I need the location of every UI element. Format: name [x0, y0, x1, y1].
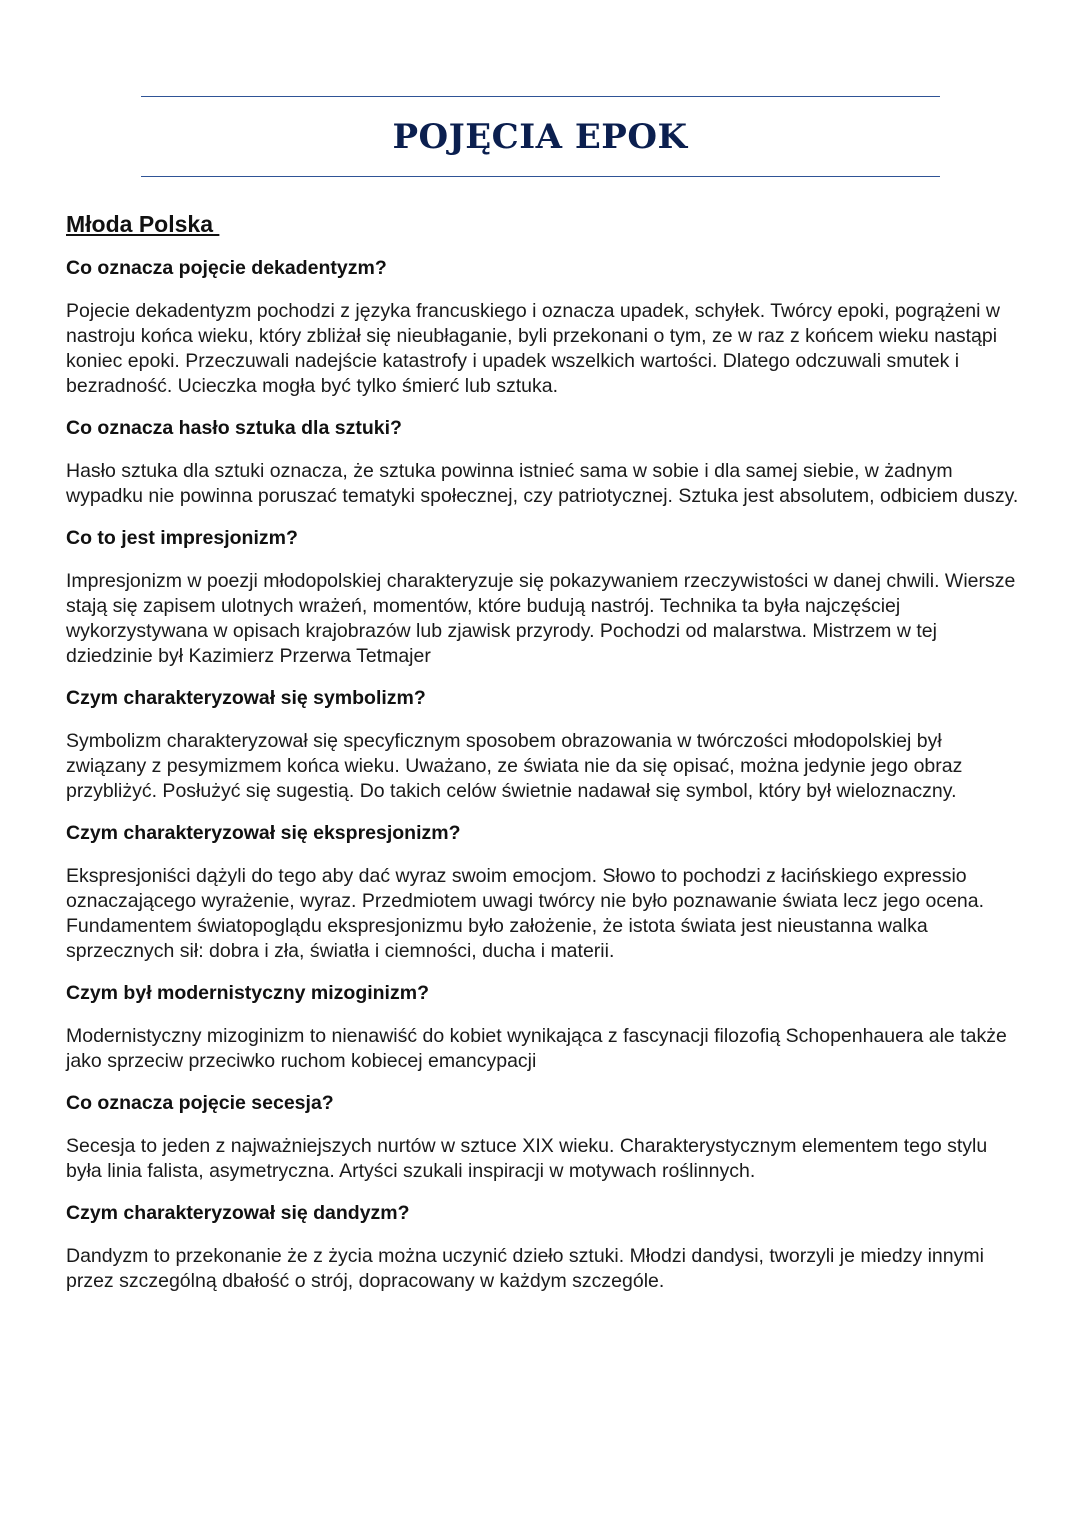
title-rule-bottom: [141, 176, 940, 177]
qa-item: [66, 686, 1026, 804]
answer-paragraph: Hasło sztuka dla sztuki oznacza, że sztuka powinna istnieć sama w sobie i dla samej siebie, w żadnym wypadku nie powinna poruszać tematyki społecznej, czy patriotycznej. Sztuka jest absolutem, odbiciem duszy.: [66, 460, 1019, 507]
document-title: POJĘCIA EPOK: [392, 117, 688, 157]
answer-paragraph: Dandyzm to przekonanie że z życia można uczynić dzieło sztuki. Młodzi dandysi, tworzyli je miedzy innymi przez szczególną dbałość o strój, dopracowany w każdym szczególe.: [66, 1245, 984, 1292]
qa-item: [66, 416, 1026, 509]
answer-paragraph: Secesja to jeden z najważniejszych nurtów w sztuce XIX wieku. Charakterystycznym elementem tego stylu była linia falista, asymetryczna. Artyści szukali inspiracji w motywach roślinnych.: [66, 1135, 988, 1182]
question-heading: Czym charakteryzował się dandyzm?: [66, 1202, 410, 1224]
question-heading: Co oznacza hasło sztuka dla sztuki?: [66, 417, 402, 439]
title-rule-top: [141, 96, 940, 97]
question-heading: Czym był modernistyczny mizoginizm?: [66, 982, 429, 1004]
answer-paragraph: Pojecie dekadentyzm pochodzi z języka francuskiego i oznacza upadek, schyłek. Twórcy epoki, pogrążeni w nastroju końca wieku, który zbliżał się nieubłaganie, byli przekonani o tym, ze w raz z końcem wieku nastąpi koniec epoki. Przeczuwali nadejście katastrofy i upadek wszelkich wartości. Dlatego odczuwali smutek i bezradność. Ucieczka mogła być tylko śmierć lub sztuka.: [66, 300, 1000, 397]
answer-paragraph: Modernistyczny mizoginizm to nienawiść do kobiet wynikająca z fascynacji filozofią Schopenhauera ale także jako sprzeciw przeciwko ruchom kobiecej emancypacji: [66, 1025, 1007, 1072]
question-heading: Co oznacza pojęcie dekadentyzm?: [66, 257, 387, 279]
answer-paragraph: Impresjonizm w poezji młodopolskiej charakteryzuje się pokazywaniem rzeczywistości w danej chwili. Wiersze stają się zapisem ulotnych wrażeń, momentów, które budują nastrój. Technika ta była najczęściej wykorzystywana w opisach krajobrazów lub zjawisk przyrody. Pochodzi od malarstwa. Mistrzem w tej dziedzinie był Kazimierz Przerwa Tetmajer: [66, 570, 1016, 667]
question-heading: Czym charakteryzował się symbolizm?: [66, 687, 426, 709]
qa-item: [66, 1091, 1026, 1184]
qa-item: [66, 1201, 1026, 1294]
qa-item: [66, 821, 1026, 964]
question-heading: Co to jest impresjonizm?: [66, 527, 298, 549]
qa-item: [66, 256, 1026, 399]
question-heading: Co oznacza pojęcie secesja?: [66, 1092, 334, 1114]
qa-item: [66, 981, 1026, 1074]
qa-item: [66, 526, 1026, 669]
document-body: [66, 209, 1026, 1311]
question-heading: Czym charakteryzował się ekspresjonizm?: [66, 822, 461, 844]
section-title: Młoda Polska: [66, 211, 220, 237]
answer-paragraph: Ekspresjoniści dążyli do tego aby dać wyraz swoim emocjom. Słowo to pochodzi z łacińskiego expressio oznaczającego wyrażenie, wyraz. Przedmiotem uwagi twórcy nie było poznawanie świata lecz jego ocena. Fundamentem światopoglądu ekspresjonizmu było założenie, że istota świata jest nieustanna walka sprzecznych sił: dobra i zła, światła i ciemności, ducha i materii.: [66, 865, 985, 962]
answer-paragraph: Symbolizm charakteryzował się specyficznym sposobem obrazowania w twórczości młodopolskiej był związany z pesymizmem końca wieku. Uważano, ze świata nie da się opisać, można jedynie jego obraz przybliżyć. Posłużyć się sugestią. Do takich celów świetnie nadawał się symbol, który był wieloznaczny.: [66, 730, 963, 802]
